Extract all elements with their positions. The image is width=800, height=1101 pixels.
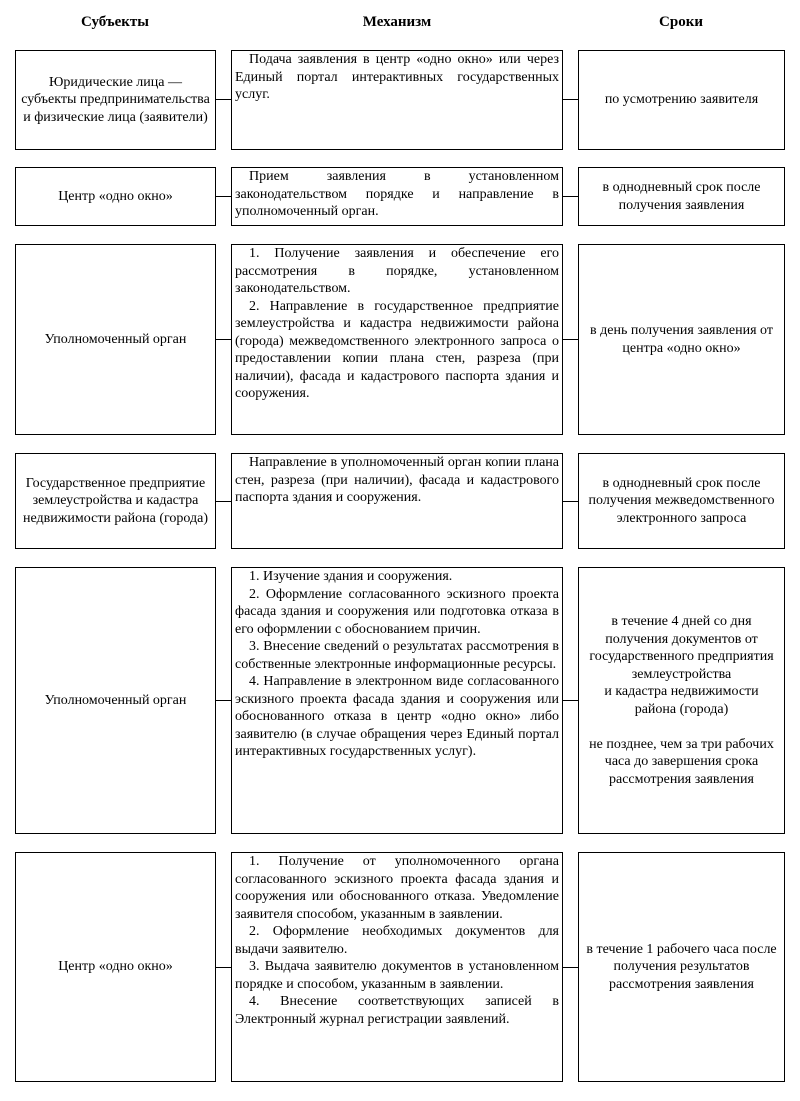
row-2-mechanism: Прием заявления в установленном законодательством порядке и направление в уполномоченный орган. xyxy=(231,167,563,226)
row-2-subject: Центр «одно окно» xyxy=(15,167,216,226)
row-6-connector-right xyxy=(563,967,578,968)
row-1-subject: Юридические лица — субъекты предпринимательства и физические лица (заявители) xyxy=(15,50,216,150)
row-3-subject: Уполномоченный орган xyxy=(15,244,216,435)
row-5-connector-right xyxy=(563,700,578,701)
row-6-subject: Центр «одно окно» xyxy=(15,852,216,1082)
row-1-mechanism: Подача заявления в центр «одно окно» или через Единый портал интерактивных государственных услуг. xyxy=(231,50,563,150)
row-2-term: в однодневный срок после получения заявления xyxy=(578,167,785,226)
row-3-mechanism: 1. Получение заявления и обеспечение его рассмотрения в порядке, установленном законодательством. 2. Направление в государственное предприятие землеустройства и кадастра недвижимости района (города) межведомственного электронного запроса о предоставлении копии плана стен, разреза (при наличии), фасада и кадастрового паспорта здания и сооружения. xyxy=(231,244,563,435)
row-6-mechanism: 1. Получение от уполномоченного органа согласованного эскизного проекта фасада здания и сооружения или обоснованного отказа. Уведомление заявителя способом, указанным в заявлении. 2. Оформление необходимых документов для выдачи заявителю. 3. Выдача заявителю документов в установленном порядке и способом, указанным в заявлении. 4. Внесение соответствующих записей в Электронный журнал регистрации заявлений. xyxy=(231,852,563,1082)
row-1-term: по усмотрению заявителя xyxy=(578,50,785,150)
row-5-connector-left xyxy=(216,700,231,701)
row-6-term: в течение 1 рабочего часа после получения результатов рассмотрения заявления xyxy=(578,852,785,1082)
row-2-connector-left xyxy=(216,196,231,197)
row-5-mechanism: 1. Изучение здания и сооружения. 2. Оформление согласованного эскизного проекта фасада здания и сооружения или подготовка отказа в его оформлении с обоснованием причин. 3. Внесение сведений о результатах рассмотрения в собственные электронные информационные ресурсы. 4. Направление в электронном виде согласованного эскизного проекта фасада здания и сооружения или обоснованного отказа в центр «одно окно» либо заявителю (в случае обращения через Единый портал интерактивных государственных услуг). xyxy=(231,567,563,834)
row-4-subject: Государственное предприятие землеустройства и кадастра недвижимости района (города) xyxy=(15,453,216,549)
header-subjects: Субъекты xyxy=(80,14,149,30)
row-3-connector-right xyxy=(563,339,578,340)
row-1-connector-right xyxy=(563,99,578,100)
row-4-connector-left xyxy=(216,501,231,502)
row-1-connector-left xyxy=(216,99,231,100)
row-5-subject: Уполномоченный орган xyxy=(15,567,216,834)
row-4-connector-right xyxy=(563,501,578,502)
header-terms: Сроки xyxy=(659,14,703,30)
row-3-term: в день получения заявления от центра «одно окно» xyxy=(578,244,785,435)
row-2-connector-right xyxy=(563,196,578,197)
row-3-connector-left xyxy=(216,339,231,340)
row-4-mechanism: Направление в уполномоченный орган копии плана стен, разреза (при наличии), фасада и кадастрового паспорта здания и сооружения. xyxy=(231,453,563,549)
header-mechanism: Механизм xyxy=(362,14,432,30)
row-6-connector-left xyxy=(216,967,231,968)
row-5-term: в течение 4 дней со дня получения документов от государственного предприятия землеустройства и кадастра недвижимости района (города) не позднее, чем за три рабочих часа до завершения срока рассмотрения заявления xyxy=(578,567,785,834)
row-4-term: в однодневный срок после получения межведомственного электронного запроса xyxy=(578,453,785,549)
